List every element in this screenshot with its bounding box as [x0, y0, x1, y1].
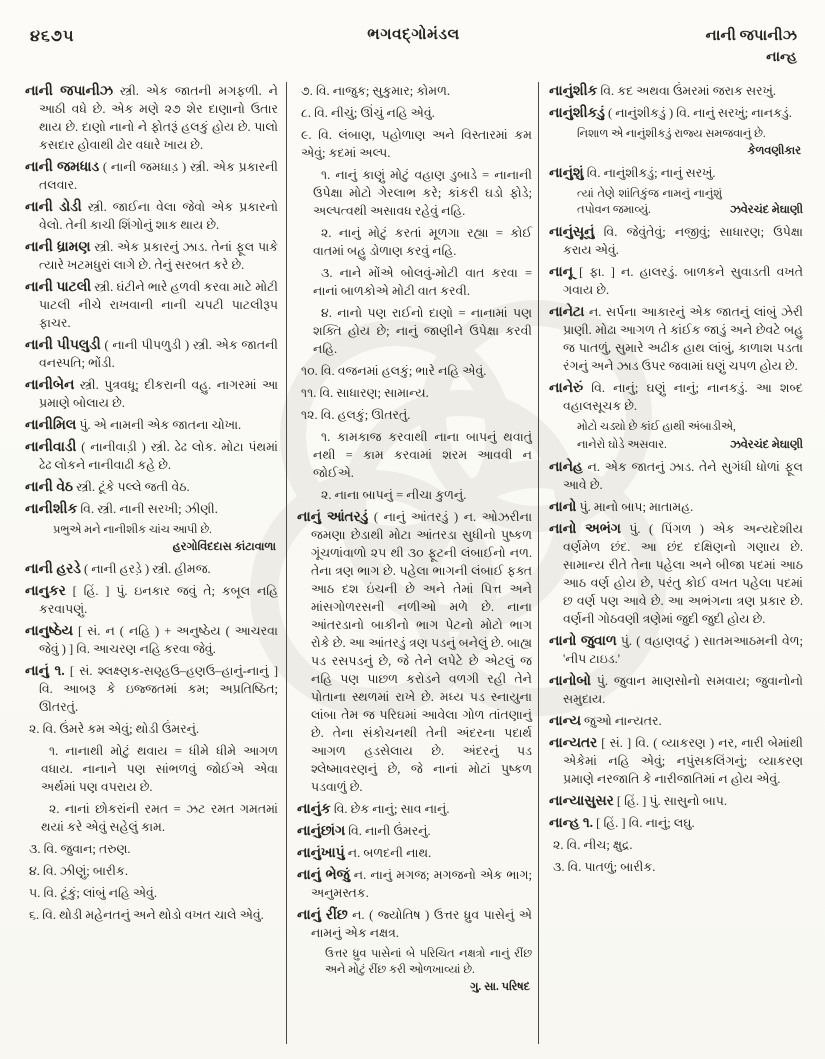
headword: નાનુંશું [549, 165, 584, 180]
quotation: પ્રભુએ મને નાનીશીક ચાંચ આપી છે. [53, 524, 212, 536]
dictionary-entry: નાનીબેન સ્ત્રી. પુત્રવધૂ; દીકરાની વહુ. નાગરમાં આ પ્રમાણે બોલાય છે. [25, 377, 278, 410]
dictionary-entry: નાનુંશીક વિ. કદ અથવા ઉંમરમાં જરાક સરખું. [549, 83, 776, 98]
quotation-text: નાનેરો ઘોડે અસવાર. [577, 439, 667, 451]
headword: નાની હરડે [25, 561, 81, 576]
attribution: ઝવેરચંદ મેઘાણી [729, 204, 803, 216]
dictionary-entry: નાનું ૧. [ સં. શ્લક્ષ્ણક-સણ્હઉ–હણઉ–હાનું-નાનું ] વિ. આબરૂ કે ઇજ્જતમાં કમ; અપ્રતિષ્ઠિત; ઊતરતું. [25, 663, 278, 714]
dictionary-entry: નાનુકર [ હિં. ] પું. ઇનકાર જવું તે; કબૂલ નહિ કરવાપણું. [25, 583, 278, 616]
headword: નાનીશીક [25, 501, 78, 516]
headword: નાનુંશીક [549, 83, 598, 98]
headword: નાનૂ [549, 264, 573, 279]
idiom-item: ૨. નાનું મોટું કરતાં મૂળગા રહ્યા = કોઈ વાતમાં બહુ ડોળાણ કરવું નહિ. [313, 226, 532, 258]
dictionary-entry: નાનુંક વિ. છેક નાનું; સાવ નાનું. [297, 801, 450, 816]
dictionary-entry: નાની હરડે ( નાની હરડ઼ે ) સ્ત્રી. હીમજ. [25, 561, 211, 576]
dictionary-entry: નાની જમધાડ ( નાની જમધાડ઼ ) સ્ત્રી. એક પ્રકારની તલવાર. [25, 159, 278, 192]
dictionary-entry: નાનુંસૂનું વિ. જેવુંતેવું; નજીવું; સાધારણ; ઉપેક્ષા કરાય એવું. [549, 224, 803, 257]
headword: નાનુંછાંગ [297, 823, 346, 838]
dictionary-entry: નાની પીપલુડી ( નાની પીપળુડી ) સ્ત્રી. એક જાતની વનસ્પતિ; ભોંડી. [25, 337, 278, 370]
headword: નાન્યાસુસર [549, 793, 614, 808]
headword: નાનુકર [25, 583, 66, 598]
dictionary-entry: નાનો પું. માનો બાપ; માતામહ. [549, 499, 694, 514]
headword: નાનું રીંછ [297, 907, 348, 922]
headword: નાની પાટલી [25, 279, 92, 294]
quotation [549, 186, 803, 218]
column-2 [287, 82, 539, 1044]
dictionary-entry: નાનું આંતરડું ( નાનું આંતરડ઼ું ) ન. ઓઝરીના જમણા છેડાથી મોટા આંતરડા સુધીનો પુષ્કળ ગૂંચળાંવાળો ૨૫ થી ૩૦ ફૂટની લંબાઈનો નળ. તેના ત્રણ ભાગ છે. પહેલા ભાગની લંબાઈ ફક્ત આઠ દશ ઇંચની છે અને તેમાં પિત્ત અને માંસગોળરસની નળીઓ મળે છે. નાના આંતરડાનો બાકીનો ભાગ પેટનો મોટો ભાગ રોકે છે. આ આંતરડું ત્રણ પડનું બનેલું છે. બાહ્ય પડ રસપડનું છે, જે તેને લપેટે છે એટલું જ નહિ પણ પાછળ કરોડને વળગી રહી તેને પોતાના સ્થળમાં રાખે છે. મધ્ય પડ સ્નાયુના લાંબા તેમ જ પરિઘમાં આવેલા ગોળ તાંતણાનું છે. તેના સંકોચનથી તેની અંદરના પદાર્થ આગળ હડસેલાય છે. અંદરનું પડ શ્લેષ્માવરણનું છે, જે નાનાં મોટાં પુષ્કળ પડવાળું છે. [297, 509, 533, 794]
quotation: નિશાળ એ નાનુંશીકડું રાજ્ય સમજવાનું છે. [577, 128, 766, 140]
book-title: ભગવદ્ગોમંડલ [367, 26, 460, 43]
attribution: ગુ. સા. પરિષદ [470, 981, 530, 993]
dictionary-entry: નાનુંશીકડું ( નાનુંશીકડ઼ું ) વિ. નાનું સરખું; નાનકડું. [549, 105, 792, 120]
headword: નાની પીપલુડી [25, 337, 101, 352]
dictionary-entry: નાનુષ્ઠેય [ સં. ન ( નહિ ) + અનુષ્ઠેય ( આચરવા જેવું ) ] વિ. આચરણ નહિ કરવા જેવું. [25, 623, 278, 656]
guide-words [706, 26, 797, 68]
dictionary-entry: નાનુંખાપું ન. બળદની નાથ. [297, 845, 432, 860]
dictionary-entry: નાની ધ્રામણ સ્ત્રી. એક પ્રકારનું ઝાડ. તેનાં ફૂલ પાકે ત્યારે ખટમધુરાં લાગે છે. તેનું સરબત કરે છે. [25, 239, 278, 272]
headword: નાનું આંતરડું [297, 509, 369, 524]
idiom-item: ૧. કામકાજ કરવાથી નાના બાપનું થવાતું નથી = કામ કરવામાં શરમ આવવી ન જોઈએ. [313, 430, 532, 480]
headword: નાનું ભેજું [297, 867, 350, 882]
headword: નાનો [549, 499, 577, 514]
sense-item: ૬. વિ. થોડી મહેનતનું અને થોડો વખત ચાલે એવું. [29, 908, 264, 922]
guide-word-first: નાની જપાનીઝ [705, 28, 797, 44]
headword: નાનુંશીકડું [549, 105, 605, 120]
dictionary-entry: નાનેરું વિ. નાનું; ઘણું નાનું; નાનકડું. આ શબ્દ વહાલસૂચક છે. [549, 380, 803, 413]
headword: નાનુંખાપું [297, 845, 345, 860]
headword: નાનીવાડી [25, 439, 77, 454]
idiom-item: ૨. નાના બાપનું = નીચા કુળનું. [321, 488, 467, 502]
headword: નાન્ય [549, 713, 581, 728]
headword: નાનીબેન [25, 377, 75, 392]
quotation: ઉત્તર ધ્રુવ પાસેનાં બે પરિચિત નક્ષત્રો નાનું રીંછ અને મોટું રીંછ કરી ઓળખાવ્યાં છે. [325, 948, 532, 976]
sense-item: ૫. વિ. ટૂંકું; લાંબું નહિ એવું. [29, 886, 157, 900]
quotation: મોટો ચડ્યો છે કાંઈ હાથી અંબાડીએ, [577, 421, 736, 433]
headword: નાનુષ્ઠેય [25, 623, 73, 638]
dictionary-entry: નાનું ભેજું ન. નાનું મગજ; મગજનો એક ભાગ; અનુમસ્તક. [297, 867, 532, 900]
sense-item: ૨. વિ. નીચ; ક્ષુદ્ર. [553, 838, 633, 852]
headword: નાનોબો [549, 673, 591, 688]
headword: નાની વેઠ [25, 479, 73, 494]
dictionary-entry: નાની વેઠ સ્ત્રી. ટૂંકે પલ્લે જતી વેઠ. [25, 479, 190, 494]
dictionary-entry: નાનેટા ન. સર્પના આકારનું એક જાતનું લાંબું ઝેરી પ્રાણી. મોઢા આગળ તે કાંઈક જાડું અને છેવટે બહુ જ પાતળું, સુમારે અઢીક હાથ લાંબું, કાળાશ પડતા રંગનું અને ઝાડ ઉપર જવામાં ઘણું ચપળ હોય છે. [549, 304, 803, 373]
sense-item: ૧૧. વિ. સાધારણ; સામાન્ય. [301, 386, 429, 400]
dictionary-entry: નાનુંછાંગ વિ. નાની ઉંમરનું. [297, 823, 431, 838]
sense-item: ૭. વિ. નાજુક; સુકુમાર; કોમળ. [301, 84, 450, 98]
attribution: કેળવણીકાર [747, 145, 801, 157]
sense-item: ૧૦. વિ. વજનમાં હલકું; ભારે નહિ એવું. [301, 364, 487, 378]
headword: નાનો જુવાળ [549, 633, 617, 648]
dictionary-entry: નાન્હ ૧. [ હિં. ] વિ. નાનું; લઘુ. [549, 815, 695, 830]
dictionary-entry: નાનૂ [ ફા. ] ન. હાલરડું. બાળકને સુવાડતી વખતે ગવાય છે. [549, 264, 803, 297]
quotation [549, 437, 803, 453]
dictionary-entry: નાન્ય જુઓ નાન્યતર. [549, 713, 662, 728]
sense-item: ૨. વિ. ઉંમરે કમ એવું; થોડી ઉંમરનું. [29, 722, 200, 736]
dictionary-entry: નાનોબો પું. જુવાન માણસોનો સમવાય; જુવાનોનો સમુદાય. [549, 673, 803, 706]
headword: નાની ડોડી [25, 199, 82, 214]
columns-container [25, 82, 803, 1044]
dictionary-entry: નાની ડોડી સ્ત્રી. જાઈના વેલા જેવો એક પ્રકારનો વેલો. તેની કાચી શિંગોનું શાક થાય છે. [25, 199, 278, 232]
dictionary-entry: નાનીશીક વિ. સ્ત્રી. નાની સરખી; ઝીણી. [25, 501, 218, 516]
quotation-text: ત્યાં તેણે શાંતિકુંજ નામનું નાનુંશું તપોવન જમાવ્યું. [577, 188, 722, 216]
guide-word-last: નાન્હ [766, 50, 797, 65]
headword: નાનેહ [549, 459, 583, 474]
headword: નાની ધ્રામણ [25, 239, 91, 254]
headword: નાની જમધાડ [25, 159, 100, 174]
dictionary-entry: નાનેહ ન. એક જાતનું ઝાડ. તેને સુગંધી ધોળાં ફૂલ આવે છે. [549, 459, 803, 492]
sense-item: ૩. વિ. જુવાન; તરુણ. [29, 842, 131, 856]
headword: નાનુંક [297, 801, 331, 816]
dictionary-entry: નાન્યાસુસર [ હિં. ] પું. સાસુનો બાપ. [549, 793, 727, 808]
headword: નાનુંસૂનું [549, 224, 595, 239]
idiom-item: ૧. નાનાથી મોટું થવાય = ધીમે ધીમે આગળ વધાય. નાનાને પણ સાંભળવું જોઈએ એવા અર્થમાં પણ વપરાય છે. [41, 744, 278, 794]
headword: નાન્યતર [549, 735, 598, 750]
headword: નાનેટા [549, 304, 585, 319]
dictionary-entry: નાનો અભંગ પું. ( પિંગળ ) એક અન્યદેશીય વર્ણમેળ છંદ. આ છંદ દક્ષિણનો ગણાય છે. સામાન્ય રીતે તેના પહેલા અને બીજા પદમાં આઠ આઠ વર્ણ હોય છે, પરંતુ કોઈ વખત પહેલા પદમાં છ વર્ણ પણ આવે છે. આ અભંગના ત્રણ પ્રકાર છે. વર્ણની ગોઠવણી ત્રણેમાં જુદી જુદી હોય છે. [549, 521, 803, 626]
idiom-item: ૩. નાને મોંએ બોલવું-મોટી વાત કરવા = નાનાં બાળકોએ મોટી વાત કરવી. [313, 266, 532, 298]
headword: નાનેરું [549, 380, 584, 395]
attribution: ઝવેરચંદ મેઘાણી [729, 439, 803, 451]
page-header [30, 26, 797, 78]
dictionary-entry: નાનીવાડી ( નાનીવાડ઼ી ) સ્ત્રી. ઢેઢ લોક. મોટા પંથમાં ઢેઢ લોકને નાનીવાઢી કહે છે. [25, 439, 278, 472]
dictionary-entry: નાની જપાનીઝ સ્ત્રી. એક જાતની મગફળી. ને આઠી વધે છે. એક મણે ૨૭ શેર દાણાનો ઉતાર થાય છે. દાણો નાનો ને ફોતરૂં હલકું હોય છે. પાલો કસદાર હોવાથી ઢોર વધારે ખાય છે. [25, 83, 278, 152]
idiom-item: ૨. નાનાં છોકરાંની રમત = ઝટ રમત ગમતમાં થયાં કરે એવું સહેલું કામ. [41, 802, 278, 834]
sense-item: ૮. વિ. નીચું; ઊંચું નહિ એવું. [301, 106, 435, 120]
sense-item: ૧૨. વિ. હલકું; ઊતરતું. [301, 408, 411, 422]
attribution: હરગોવિંદદાસ કાંટાવાળા [172, 541, 276, 553]
idiom-item: ૧. નાનું કાણું મોટું વહાણ ડુબાડે = નાનાની ઉપેક્ષા મોટો ગેરલાભ કરે; કાંકરી ઘડો ફોડે; અલ્પત્વથી અસાવધ રહેવું નહિ. [313, 168, 532, 218]
column-1 [25, 82, 287, 1044]
dictionary-entry: નાનીમિલ પું. એ નામની એક જાતના ચોખા. [25, 417, 242, 432]
headword: નાનું ૧. [25, 663, 65, 678]
headword: નાનો અભંગ [549, 521, 621, 536]
dictionary-entry: નાનુંશું વિ. નાનુંશીકડું; નાનું સરખું. [549, 165, 716, 180]
dictionary-entry: નાન્યતર [ સં. ] વિ. ( વ્યાકરણ ) નર, નારી બેમાંથી એકેમાં નહિ એવું; નપુંસકલિંગનું; વ્યાકરણ પ્રમાણે નરજાતિ કે નારીજાતિમાં ન હોય એવું. [549, 735, 803, 786]
idiom-item: ૪. નાનો પણ રાઈનો દાણો = નાનામાં પણ શક્તિ હોય છે; નાનું જાણીને ઉપેક્ષા કરવી નહિ. [313, 306, 532, 356]
sense-item: ૯. વિ. લંબાણ, પહોળાણ અને વિસ્તારમાં કમ એવું; કદમાં અલ્પ. [301, 128, 532, 160]
headword: નાનીમિલ [25, 417, 77, 432]
headword: નાની જપાનીઝ [25, 83, 113, 98]
column-3 [539, 82, 803, 1044]
sense-item: ૩. વિ. પાતળું; બારીક. [553, 860, 656, 874]
headword: નાન્હ ૧. [549, 815, 594, 830]
dictionary-entry: નાનો જુવાળ પું. ( વહાણવટું ) સાતમઆઠમની વેળ; 'નીપ ટાઇડ.' [549, 633, 803, 666]
dictionary-entry: નાની પાટલી સ્ત્રી. ઘંટીને ભારે હળવી કરવા માટે મોટી પાટલી નીચે રાખવાની નાની ચપટી પાટલીરૂપ ફાચર. [25, 279, 279, 330]
dictionary-entry: નાનું રીંછ ન. ( જ્યોતિષ ) ઉત્તર ધ્રુવ પાસેનું એ નામનું એક નક્ષત્ર. [297, 907, 532, 940]
page-number: ૪૬૭૫ [30, 28, 75, 45]
sense-item: ૪. વિ. ઝીણું; બારીક. [29, 864, 128, 878]
